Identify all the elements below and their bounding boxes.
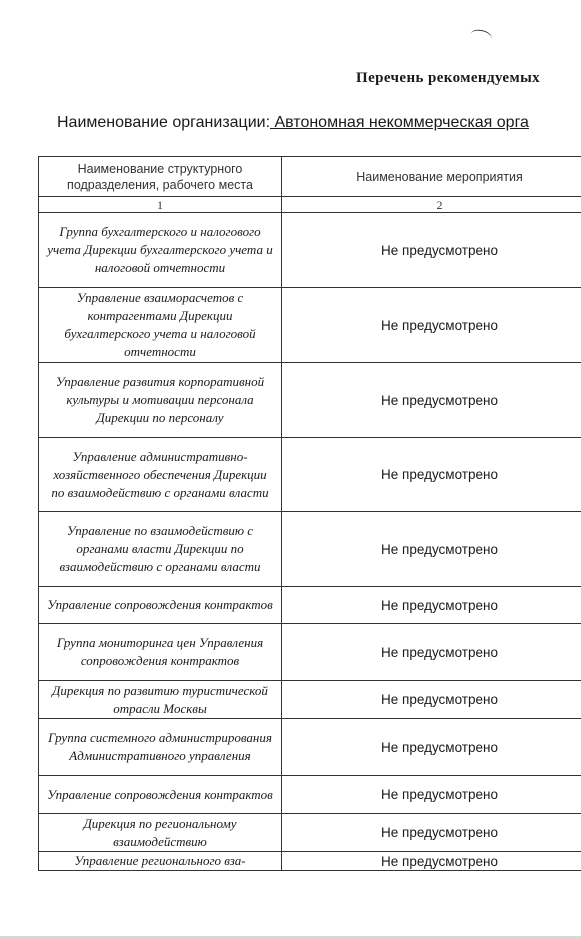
unit-cell: Управление по взаимодействию с органами власти Дирекции по взаимодействию с органами власти [39,512,282,587]
action-cell: Не предусмотрено [282,213,581,288]
column-number: 2 [282,197,581,213]
unit-cell: Дирекция по региональному взаимодействию [39,814,282,852]
document-title: Перечень рекомендуемых [356,70,541,86]
table-row [39,363,581,438]
action-cell: Не предусмотрено [282,852,581,871]
action-cell: Не предусмотрено [282,288,581,363]
organization-line [57,114,529,132]
unit-cell: Управление взаиморасчетов с контрагентами Дирекции бухгалтерского учета и налоговой отчетности [39,288,282,363]
action-cell: Не предусмотрено [282,814,581,852]
table-row [39,512,581,587]
table-row [39,776,581,814]
corner-mark [469,28,493,45]
header-unit: Наименование структурного подразделения, рабочего места [39,157,282,197]
unit-cell: Группа бухгалтерского и налогового учета Дирекции бухгалтерского учета и налоговой отчетности [39,213,282,288]
table-row [39,438,581,512]
unit-cell: Управление развития корпоративной культуры и мотивации персонала Дирекции по персоналу [39,363,282,438]
action-cell: Не предусмотрено [282,681,581,719]
organization-value: Автономная некоммерческая орга [270,114,529,131]
table-row [39,719,581,776]
action-cell: Не предусмотрено [282,438,581,512]
table-row [39,681,581,719]
action-cell: Не предусмотрено [282,624,581,681]
table-row [39,288,581,363]
action-cell: Не предусмотрено [282,512,581,587]
table-header-row [39,157,581,197]
unit-cell: Управление сопровождения контрактов [39,776,282,814]
column-number-row [39,197,581,213]
table-row [39,624,581,681]
table-row [39,852,581,871]
unit-cell: Управление административно-хозяйственного обеспечения Дирекции по взаимодействию с органами власти [39,438,282,512]
measures-table [38,156,581,871]
column-number: 1 [39,197,282,213]
action-cell: Не предусмотрено [282,776,581,814]
unit-cell: Управление регионального вза- [39,852,282,871]
unit-cell: Группа системного администрирования Административного управления [39,719,282,776]
table-row [39,587,581,624]
action-cell: Не предусмотрено [282,587,581,624]
organization-label: Наименование организации: [57,114,271,131]
unit-cell: Управление сопровождения контрактов [39,587,282,624]
table-row [39,814,581,852]
unit-cell: Дирекция по развитию туристической отрасли Москвы [39,681,282,719]
unit-cell: Группа мониторинга цен Управления сопровождения контрактов [39,624,282,681]
table-row [39,213,581,288]
action-cell: Не предусмотрено [282,363,581,438]
header-action: Наименование мероприятия [282,157,581,197]
action-cell: Не предусмотрено [282,719,581,776]
